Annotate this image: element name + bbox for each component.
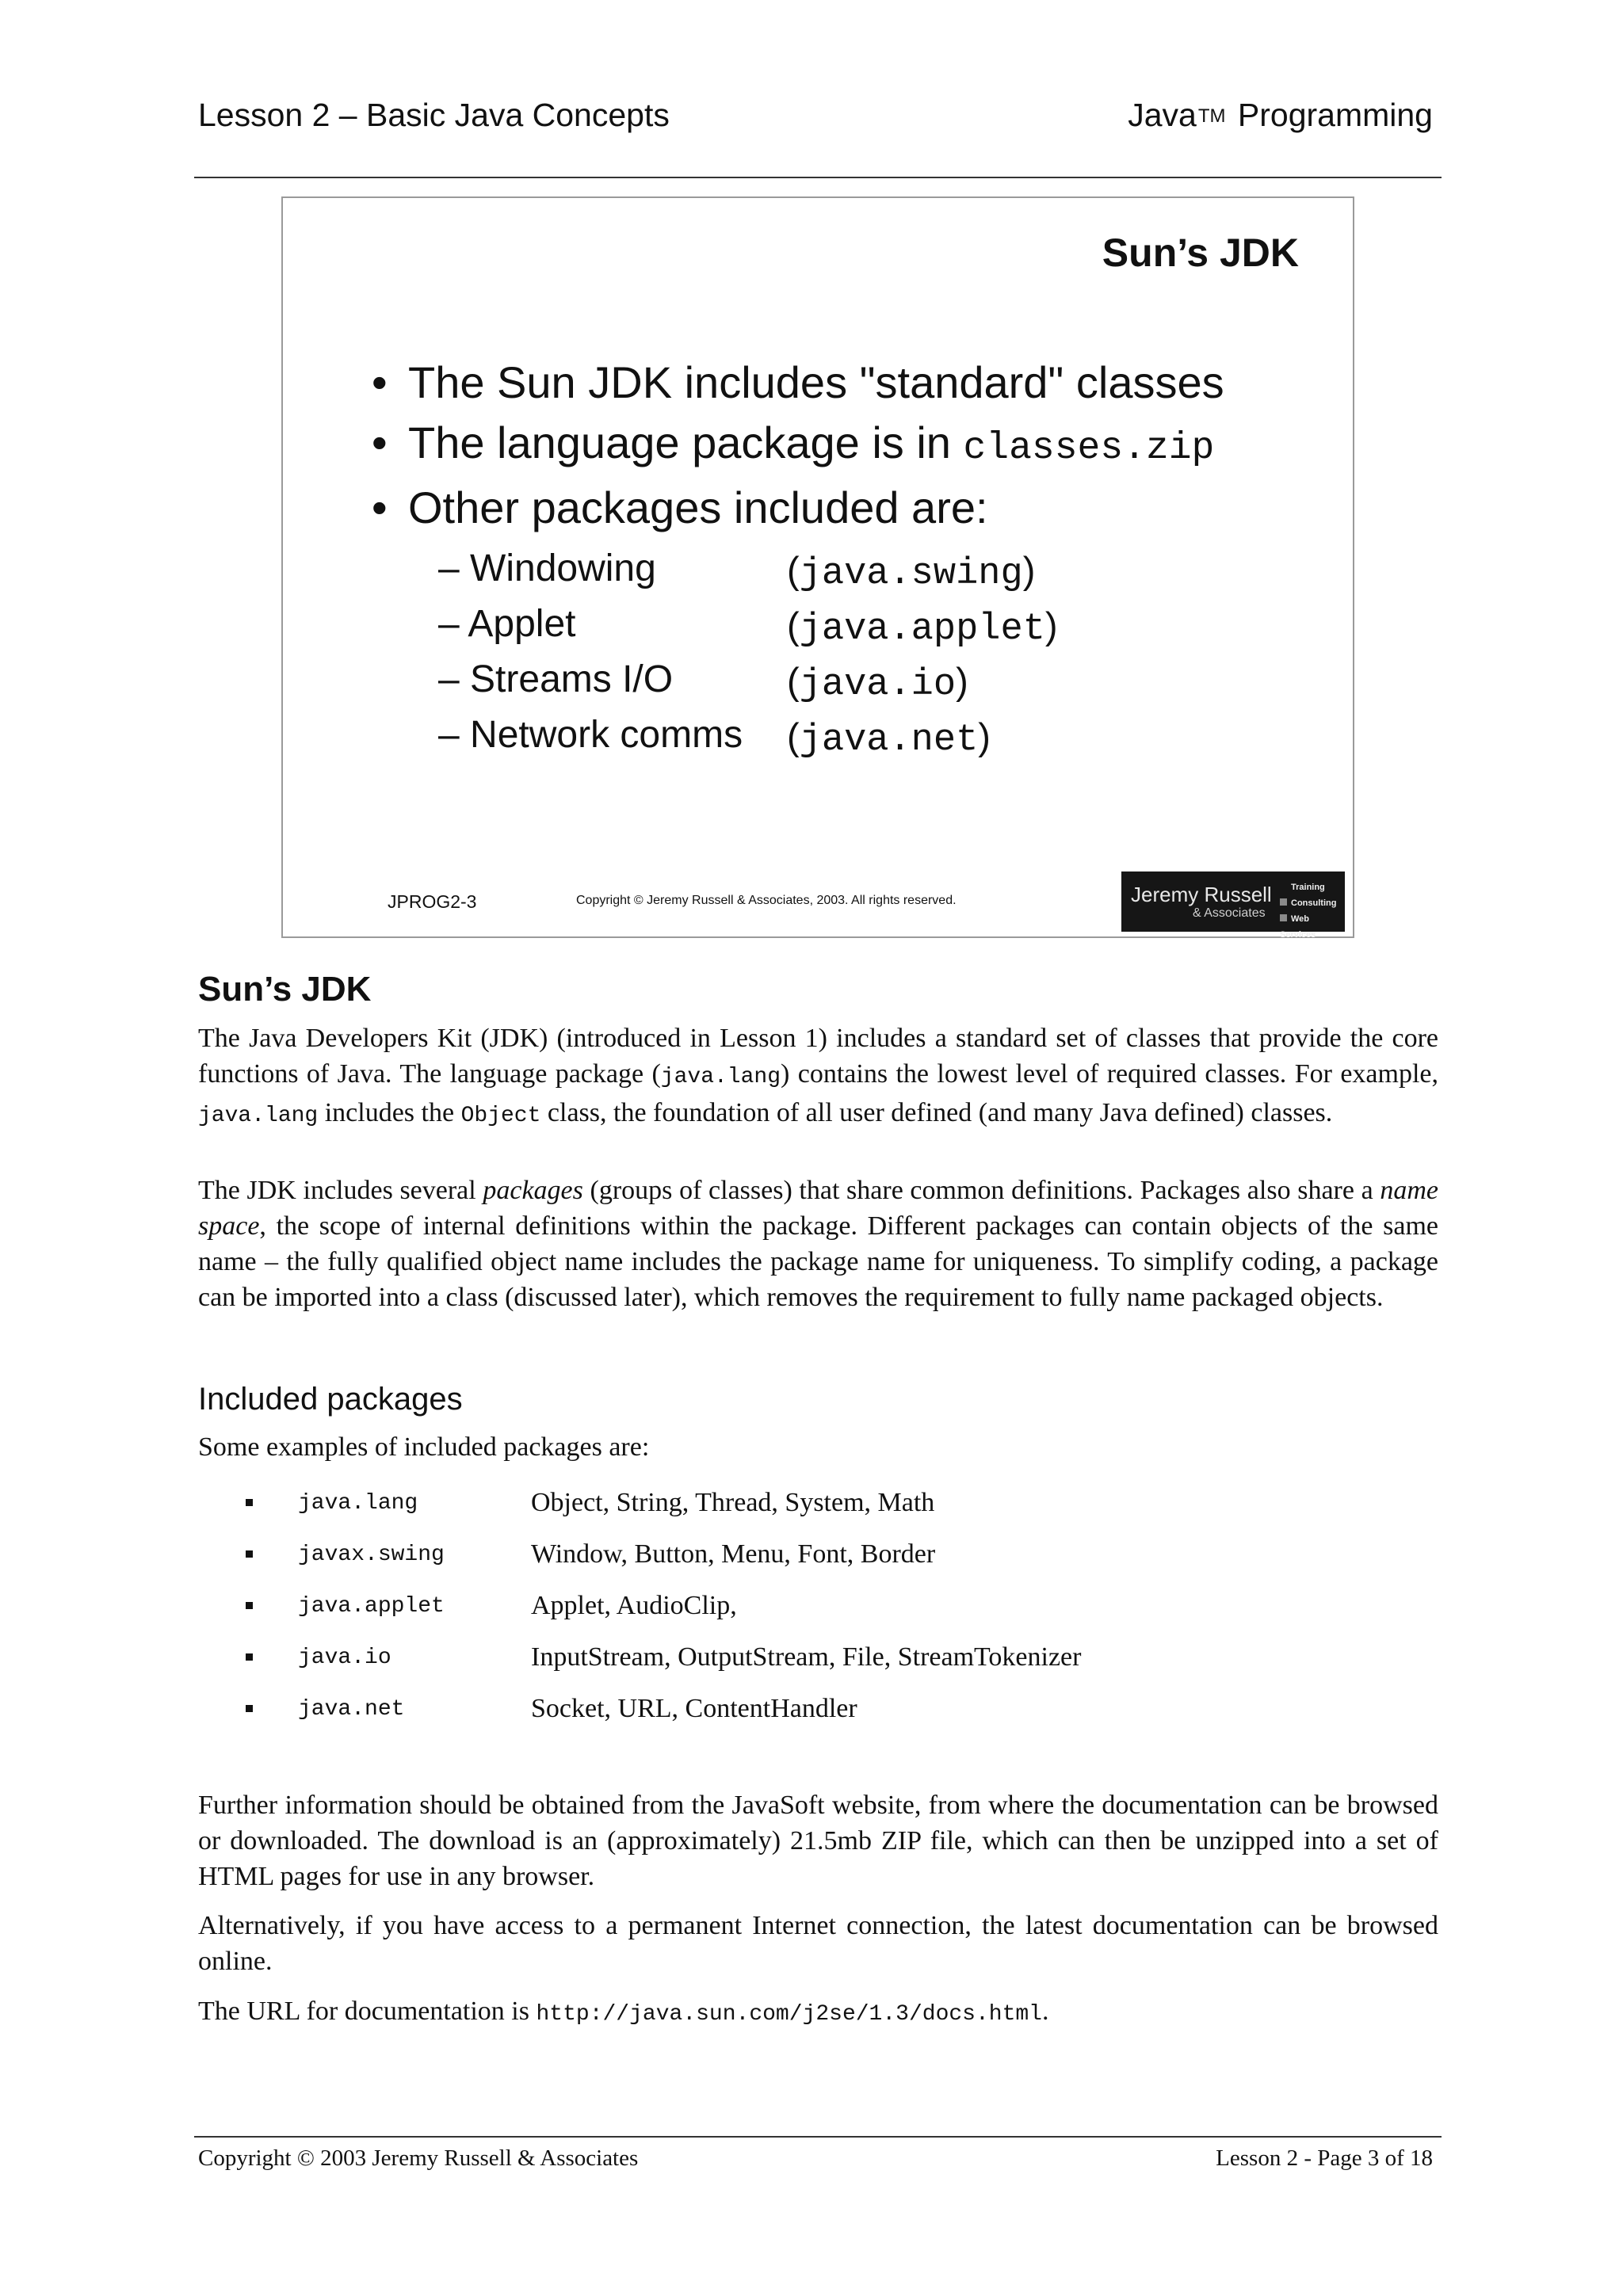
subitem-package: (java.io) bbox=[787, 660, 968, 706]
emphasis: name space bbox=[198, 1176, 1438, 1241]
square-bullet-icon bbox=[246, 1705, 253, 1712]
emphasis: packages bbox=[483, 1176, 583, 1205]
packages-intro: Some examples of included packages are: bbox=[198, 1432, 650, 1462]
documentation-url: http://java.sun.com/j2se/1.3/docs.html bbox=[536, 2002, 1042, 2027]
slide-bullet-text: The Sun JDK includes "standard" classes bbox=[408, 357, 1224, 407]
slide-bullet bbox=[372, 357, 1224, 408]
package-row bbox=[246, 1488, 1197, 1527]
logo-sub: & Associates bbox=[1193, 906, 1266, 920]
trademark-mark: TM bbox=[1197, 105, 1226, 127]
package-name: java.lang bbox=[298, 1491, 418, 1516]
package-row bbox=[246, 1539, 1197, 1579]
subitem-package: (java.swing) bbox=[787, 549, 1036, 595]
header-java: Java bbox=[1128, 97, 1197, 133]
package-name: java.applet bbox=[298, 1594, 445, 1619]
logo-name: Jeremy Russell bbox=[1131, 883, 1272, 906]
slide-bullet bbox=[372, 482, 988, 533]
inline-code: java.lang bbox=[660, 1065, 781, 1089]
logo-services bbox=[1280, 879, 1345, 943]
square-bullet-icon bbox=[246, 1602, 253, 1609]
paragraph-packages: The JDK includes several packages (groups of classes) that share common definitions. Packages also share a name space, the scope of internal definitions within the package. Different packages can contain objects of the same name – the fully qualified object name includes the package name for uniqueness. To simplify coding, a package can be imported into a class (discussed later), which removes the requirement to fully name packaged objects. bbox=[198, 1176, 1438, 1312]
footer-copyright: Copyright © 2003 Jeremy Russell & Associates bbox=[198, 2145, 639, 2171]
slide-subitem bbox=[438, 713, 991, 761]
slide-bullet bbox=[372, 417, 1214, 470]
footer-divider bbox=[194, 2136, 1442, 2138]
logo-service-consulting: Consulting bbox=[1280, 895, 1345, 911]
subsection-heading: Included packages bbox=[198, 1382, 463, 1417]
bullet-dot-icon: • bbox=[372, 357, 388, 407]
slide-bullet-text: The language package is in bbox=[408, 418, 964, 467]
inline-code: java.lang bbox=[198, 1104, 319, 1128]
paragraph-intro: The Java Developers Kit (JDK) (introduced in Lesson 1) includes a standard set of classes that provide the core functions of Java. The language package (java.lang) contains the lowest level of required classes. For example, java.lang includes the Object class, the foundation of all user defined (and many Java defined) classes. bbox=[198, 1024, 1438, 1128]
bullet-dot-icon: • bbox=[372, 418, 388, 467]
paragraph-url: The URL for documentation is http://java.sun.com/j2se/1.3/docs.html. bbox=[198, 1997, 1049, 2027]
package-row bbox=[246, 1591, 1197, 1630]
package-row bbox=[246, 1694, 1197, 1733]
package-classes: InputStream, OutputStream, File, StreamTokenizer bbox=[531, 1642, 1082, 1672]
package-name: java.net bbox=[298, 1697, 405, 1722]
subitem-package: (java.net) bbox=[787, 715, 991, 761]
subitem-label: – Applet bbox=[438, 603, 576, 645]
package-name: java.io bbox=[298, 1646, 391, 1670]
inline-code: Object bbox=[460, 1104, 541, 1128]
header-course-title bbox=[1128, 97, 1433, 134]
slide-bullet-code: classes.zip bbox=[963, 427, 1215, 470]
section-heading: Sun’s JDK bbox=[198, 970, 372, 1009]
package-classes: Applet, AudioClip, bbox=[531, 1591, 737, 1620]
bullet-dot-icon: • bbox=[372, 482, 388, 532]
paragraph-online: Alternatively, if you have access to a permanent Internet connection, the latest documentation can be browsed online. bbox=[198, 1911, 1438, 1976]
package-name: javax.swing bbox=[298, 1543, 445, 1567]
square-bullet-icon bbox=[246, 1653, 253, 1661]
logo-service-web: Web Services bbox=[1280, 911, 1345, 943]
slide-frame bbox=[281, 196, 1354, 938]
package-row bbox=[246, 1642, 1197, 1682]
header-programming: Programming bbox=[1237, 97, 1433, 133]
subitem-label: – Streams I/O bbox=[438, 658, 674, 700]
square-bullet-icon bbox=[246, 1550, 253, 1558]
slide-copyright: Copyright © Jeremy Russell & Associates, 2003. All rights reserved. bbox=[576, 894, 957, 907]
package-classes: Object, String, Thread, System, Math bbox=[531, 1488, 935, 1517]
slide-bullet-text: Other packages included are: bbox=[408, 482, 988, 532]
footer-page-number: Lesson 2 - Page 3 of 18 bbox=[1216, 2145, 1433, 2171]
company-logo bbox=[1121, 871, 1345, 940]
slide-subitem bbox=[438, 547, 1036, 595]
slide-subitem bbox=[438, 658, 968, 706]
slide-title: Sun’s JDK bbox=[1102, 231, 1299, 275]
paragraph-further-info: Further information should be obtained from the JavaSoft website, from where the documentation can be browsed or downloaded. The download is an (approximately) 21.5mb ZIP file, which can then be unzipped into a set of HTML pages for use in any browser. bbox=[198, 1791, 1438, 1891]
subitem-label: – Network comms bbox=[438, 714, 743, 756]
header-lesson-title: Lesson 2 – Basic Java Concepts bbox=[198, 97, 670, 133]
logo-service-training: Training bbox=[1291, 883, 1325, 892]
slide-subitem bbox=[438, 602, 1058, 650]
subitem-package: (java.applet) bbox=[787, 605, 1058, 650]
square-bullet-icon bbox=[246, 1499, 253, 1506]
subitem-label: – Windowing bbox=[438, 547, 656, 589]
header-divider bbox=[194, 177, 1442, 178]
package-classes: Window, Button, Menu, Font, Border bbox=[531, 1539, 936, 1569]
slide-id: JPROG2-3 bbox=[388, 891, 477, 912]
package-classes: Socket, URL, ContentHandler bbox=[531, 1694, 857, 1723]
